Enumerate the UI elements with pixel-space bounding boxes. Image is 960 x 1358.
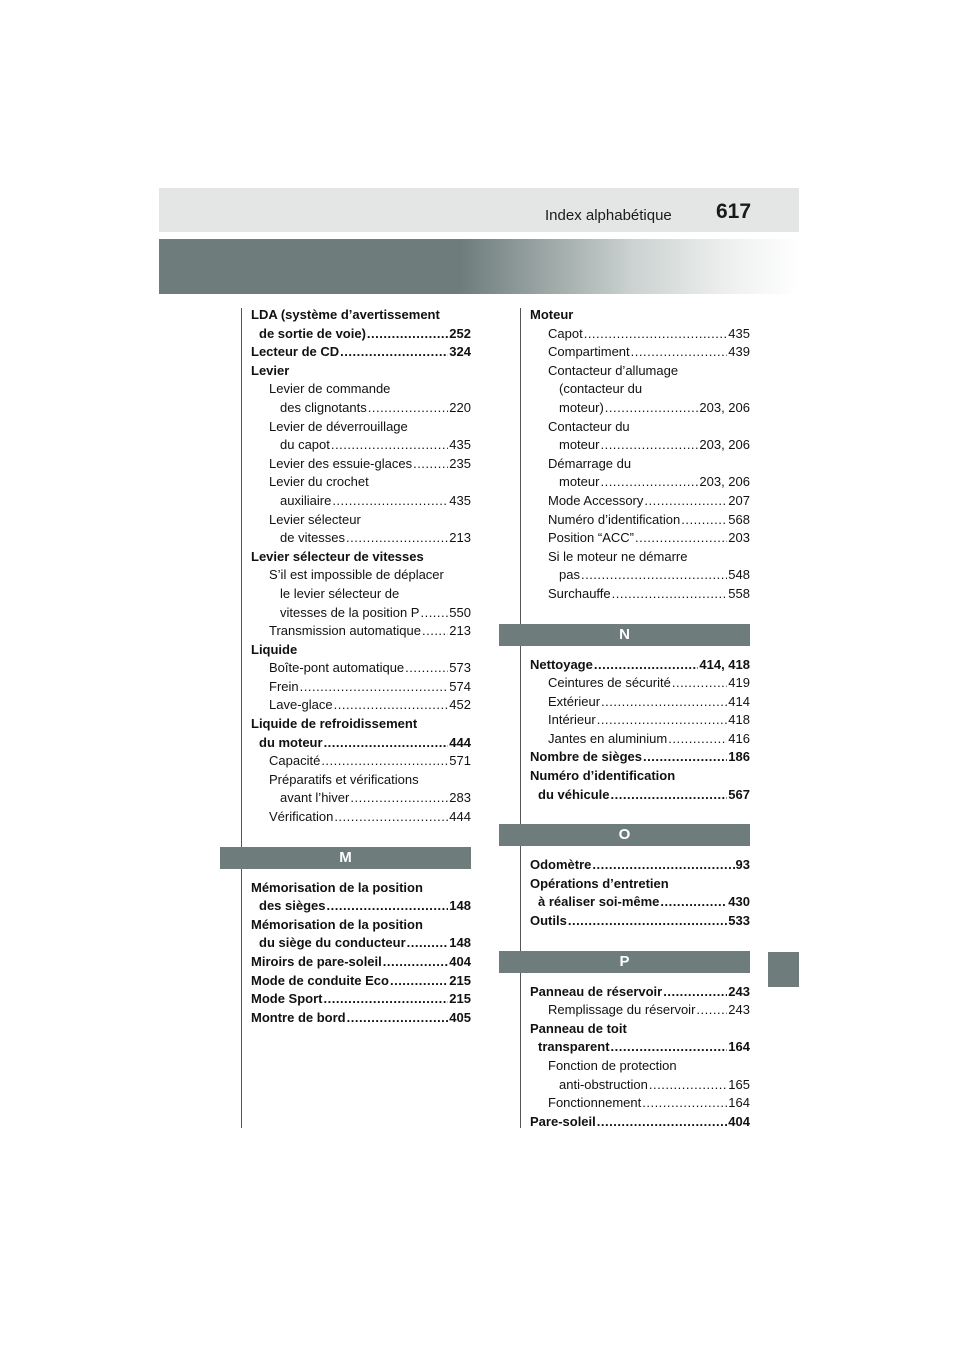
entry-term: Numéro d’identification — [548, 511, 681, 527]
dot-leader — [581, 566, 727, 585]
index-line: Liquide de refroidissement — [251, 716, 418, 732]
entry-page: 235 — [449, 455, 471, 471]
dot-leader — [340, 343, 448, 362]
entry-page: 324 — [449, 344, 471, 360]
index-line: S’il est impossible de déplacer — [269, 567, 444, 583]
index-line: Liquide — [251, 641, 298, 657]
index-entry[interactable] — [251, 604, 471, 623]
header-bar — [159, 188, 799, 232]
index-entry[interactable] — [530, 711, 750, 730]
entry-term: de vitesses — [280, 530, 346, 546]
dot-leader — [642, 1094, 727, 1113]
section-letter-m: M — [220, 847, 471, 869]
dot-leader — [321, 752, 448, 771]
right-column-rule — [520, 308, 521, 1128]
entry-page: 283 — [449, 790, 471, 806]
dot-leader — [346, 529, 448, 548]
entry-page: 568 — [728, 511, 750, 527]
entry-term: du siège du conducteur — [259, 935, 406, 951]
index-line: Levier sélecteur — [269, 511, 361, 527]
entry-term: Levier des essuie-glaces — [269, 455, 413, 471]
entry-term: Mode Sport — [251, 991, 323, 1007]
index-entry[interactable] — [251, 678, 471, 697]
entry-page: 203, 206 — [699, 437, 750, 453]
index-entry[interactable] — [251, 990, 471, 1009]
dot-leader — [644, 492, 727, 511]
index-line: Préparatifs et vérifications — [269, 771, 419, 787]
section-spacer — [530, 931, 750, 951]
index-entry[interactable] — [530, 566, 750, 585]
index-line: Levier du crochet — [269, 474, 369, 490]
entry-page: 550 — [449, 604, 471, 620]
index-line: LDA (système d’avertissement — [251, 307, 440, 322]
entry-term: Remplissage du réservoir — [548, 1002, 696, 1018]
entry-page: 148 — [449, 898, 471, 914]
entry-page: 571 — [449, 753, 471, 769]
index-entry[interactable] — [251, 972, 471, 991]
dot-leader — [420, 604, 448, 623]
dot-leader — [390, 972, 448, 991]
index-entry[interactable] — [530, 473, 750, 492]
entry-term: du moteur — [259, 734, 323, 750]
dot-leader — [350, 789, 448, 808]
entry-term: Odomètre — [530, 857, 592, 873]
entry-term: Miroirs de pare-soleil — [251, 954, 382, 969]
index-entry[interactable] — [530, 693, 750, 712]
entry-page: 213 — [449, 530, 471, 546]
section-spacer — [251, 869, 471, 879]
index-line: Opérations d’entretien — [530, 875, 669, 891]
entry-page: 574 — [449, 678, 471, 694]
index-line: Mémorisation de la position — [251, 916, 423, 932]
entry-term: du capot — [280, 437, 330, 453]
entry-page: 243 — [728, 1002, 750, 1018]
dot-leader — [332, 492, 448, 511]
dot-leader — [300, 678, 449, 697]
index-line: Levier — [251, 362, 290, 378]
entry-page: 416 — [728, 730, 750, 746]
index-entry[interactable] — [251, 808, 471, 827]
entry-term: pas — [559, 567, 580, 583]
entry-page: 213 — [449, 623, 471, 639]
entry-page: 164 — [728, 1095, 750, 1111]
index-entry[interactable] — [530, 730, 750, 749]
dot-leader — [407, 934, 449, 953]
dot-leader — [597, 711, 728, 730]
entry-page: 573 — [449, 660, 471, 676]
entry-page: 203, 206 — [699, 399, 750, 415]
dot-leader — [367, 325, 448, 344]
entry-term: Nombre de sièges — [530, 749, 642, 765]
entry-term: à réaliser soi-même — [538, 894, 660, 910]
entry-page: 207 — [728, 492, 750, 508]
entry-page: 567 — [728, 786, 750, 802]
index-line: Numéro d’identification — [530, 768, 676, 784]
index-entry[interactable] — [251, 659, 471, 678]
entry-page: 243 — [728, 983, 750, 999]
entry-page: 435 — [449, 492, 471, 508]
dot-leader — [643, 748, 727, 767]
dot-leader — [413, 455, 448, 474]
dot-leader — [600, 473, 698, 492]
entry-page: 548 — [728, 567, 750, 583]
section-letter-n: N — [499, 624, 750, 646]
index-entry[interactable] — [530, 1001, 750, 1020]
entry-page: 164 — [728, 1039, 750, 1055]
index-entry[interactable] — [530, 656, 750, 675]
index-entry[interactable] — [530, 399, 750, 418]
entry-page: 404 — [449, 954, 471, 969]
entry-term: Surchauffe — [548, 585, 611, 601]
entry-term: Fonctionnement — [548, 1095, 642, 1111]
entry-term: du véhicule — [538, 786, 610, 802]
entry-page: 186 — [728, 749, 750, 765]
entry-term: Boîte-pont automatique — [269, 660, 405, 676]
entry-term: Intérieur — [548, 712, 596, 728]
index-entry[interactable] — [251, 934, 471, 953]
dot-leader — [334, 696, 449, 715]
dot-leader — [631, 343, 728, 362]
dot-leader — [660, 893, 727, 912]
entry-page: 435 — [728, 325, 750, 341]
dot-leader — [597, 1113, 728, 1132]
entry-page: 252 — [449, 325, 471, 341]
dot-leader — [347, 1009, 449, 1028]
index-entry[interactable] — [530, 325, 750, 344]
dot-leader — [324, 990, 449, 1009]
entry-page: 418 — [728, 712, 750, 728]
entry-page: 405 — [449, 1009, 471, 1025]
entry-page: 215 — [449, 972, 471, 988]
index-entry[interactable] — [251, 492, 471, 511]
entry-term: des clignotants — [280, 399, 367, 415]
entry-term: Lecteur de CD — [251, 344, 340, 360]
dot-leader — [592, 856, 734, 875]
entry-page: 165 — [728, 1076, 750, 1092]
dot-leader — [422, 622, 448, 641]
index-entry[interactable] — [251, 343, 471, 362]
section-spacer — [530, 646, 750, 656]
entry-term: Lave-glace — [269, 697, 333, 713]
index-entry[interactable] — [251, 734, 471, 753]
dot-leader — [672, 674, 727, 693]
dot-leader — [611, 786, 728, 805]
entry-term: Vérification — [269, 809, 334, 825]
index-line: Mémorisation de la position — [251, 879, 423, 895]
entry-term: Mode de conduite Eco — [251, 972, 389, 988]
entry-page: 435 — [449, 437, 471, 453]
index-entry[interactable] — [530, 492, 750, 511]
entry-page: 444 — [449, 809, 471, 825]
entry-page: 533 — [728, 913, 750, 929]
entry-term: transparent — [538, 1039, 610, 1055]
section-spacer — [530, 846, 750, 856]
entry-term: Panneau de réservoir — [530, 983, 663, 999]
dot-leader — [611, 1038, 728, 1057]
entry-term: Ceintures de sécurité — [548, 675, 671, 691]
entry-term: Transmission automatique — [269, 623, 421, 639]
entry-term: moteur — [559, 474, 600, 490]
entry-term: moteur — [559, 437, 600, 453]
index-entry[interactable] — [251, 436, 471, 455]
index-entry[interactable] — [530, 343, 750, 362]
entry-term: Capot — [548, 325, 583, 341]
dot-leader — [568, 912, 727, 931]
entry-term: Position “ACC” — [548, 530, 634, 546]
dot-leader — [649, 1076, 727, 1095]
entry-page: 452 — [449, 697, 471, 713]
dot-leader — [584, 325, 728, 344]
entry-page: 404 — [728, 1113, 750, 1129]
entry-term: Montre de bord — [251, 1009, 346, 1025]
dot-leader — [594, 656, 699, 675]
dot-leader — [383, 953, 449, 972]
left-column-rule — [241, 308, 242, 1128]
index-entry[interactable] — [530, 674, 750, 693]
entry-page: 419 — [728, 675, 750, 691]
index-entry[interactable] — [530, 436, 750, 455]
index-entry[interactable] — [530, 1094, 750, 1113]
index-line: Fonction de protection — [548, 1058, 677, 1073]
section-letter-o: O — [499, 824, 750, 846]
entry-page: 439 — [728, 344, 750, 360]
index-entry[interactable] — [530, 511, 750, 530]
index-entry[interactable] — [251, 529, 471, 548]
dot-leader — [663, 983, 727, 1002]
entry-page: 414 — [728, 693, 750, 709]
index-column-left — [251, 306, 471, 1027]
index-column-right — [530, 306, 750, 1131]
index-line: Démarrage du — [548, 455, 632, 471]
entry-page: 215 — [449, 991, 471, 1007]
dot-leader — [612, 585, 728, 604]
dot-leader — [324, 734, 449, 753]
dot-leader — [327, 897, 449, 916]
index-line: Panneau de toit — [530, 1020, 627, 1036]
index-line: Moteur — [530, 307, 574, 322]
entry-term: Compartiment — [548, 344, 630, 360]
entry-page: 148 — [449, 935, 471, 951]
entry-term: Nettoyage — [530, 656, 593, 672]
index-line: Levier de commande — [269, 381, 391, 397]
entry-term: Extérieur — [548, 693, 601, 709]
index-entry[interactable] — [530, 786, 750, 805]
entry-page: 430 — [728, 894, 750, 910]
section-spacer — [530, 804, 750, 824]
dot-leader — [696, 1001, 727, 1020]
header-banner — [159, 239, 799, 294]
section-spacer — [530, 604, 750, 624]
index-entry[interactable] — [530, 912, 750, 931]
dot-leader — [601, 693, 727, 712]
index-entry[interactable] — [530, 856, 750, 875]
index-entry[interactable] — [530, 983, 750, 1002]
entry-term: Outils — [530, 913, 567, 929]
entry-term: vitesses de la position P — [280, 604, 420, 620]
dot-leader — [405, 659, 448, 678]
entry-term: Capacité — [269, 753, 321, 769]
entry-term: de sortie de voie) — [259, 325, 366, 341]
index-line: Contacteur du — [548, 418, 630, 434]
index-entry[interactable] — [251, 1009, 471, 1028]
index-entry[interactable] — [251, 752, 471, 771]
index-entry[interactable] — [251, 789, 471, 808]
dot-leader — [331, 436, 448, 455]
index-line: (contacteur du — [559, 381, 643, 397]
entry-term: Frein — [269, 678, 299, 694]
dot-leader — [368, 399, 449, 418]
entry-term: des sièges — [259, 898, 326, 914]
entry-page: 558 — [728, 585, 750, 601]
entry-term: anti-obstruction — [559, 1076, 648, 1092]
entry-term: auxiliaire — [280, 492, 332, 508]
dot-leader — [605, 399, 699, 418]
entry-page: 93 — [735, 857, 750, 873]
index-line: Si le moteur ne démarre — [548, 548, 688, 564]
index-entry[interactable] — [530, 1038, 750, 1057]
page-number: 617 — [716, 200, 752, 223]
index-entry[interactable] — [251, 399, 471, 418]
index-entry[interactable] — [251, 622, 471, 641]
entry-page: 220 — [449, 399, 471, 415]
dot-leader — [681, 511, 727, 530]
index-entry[interactable] — [530, 1113, 750, 1132]
dot-leader — [600, 436, 698, 455]
index-entry[interactable] — [530, 893, 750, 912]
index-entry[interactable] — [251, 696, 471, 715]
dot-leader — [334, 808, 448, 827]
dot-leader — [635, 529, 727, 548]
index-entry[interactable] — [251, 325, 471, 344]
index-entry[interactable] — [251, 953, 471, 972]
entry-page: 203, 206 — [699, 474, 750, 490]
entry-term: Jantes en aluminium — [548, 730, 668, 746]
entry-page: 203 — [728, 530, 750, 546]
index-entry[interactable] — [530, 748, 750, 767]
section-spacer — [251, 827, 471, 847]
index-entry[interactable] — [251, 455, 471, 474]
entry-term: avant l’hiver — [280, 790, 350, 806]
entry-term: moteur) — [559, 399, 604, 415]
index-line: le levier sélecteur de — [280, 585, 400, 601]
index-line: Levier de déverrouillage — [269, 418, 408, 434]
index-entry[interactable] — [530, 529, 750, 548]
chapter-tab — [768, 952, 799, 987]
index-line: Contacteur d’allumage — [548, 362, 679, 378]
section-spacer — [530, 973, 750, 983]
index-entry[interactable] — [530, 585, 750, 604]
dot-leader — [668, 730, 727, 749]
index-entry[interactable] — [530, 1076, 750, 1095]
header-title: Index alphabétique — [545, 207, 672, 224]
index-entry[interactable] — [251, 897, 471, 916]
entry-page: 414, 418 — [699, 656, 750, 672]
index-line: Levier sélecteur de vitesses — [251, 548, 424, 564]
entry-term: Pare-soleil — [530, 1113, 596, 1129]
entry-page: 444 — [449, 734, 471, 750]
entry-term: Mode Accessory — [548, 492, 644, 508]
section-letter-p: P — [499, 951, 750, 973]
